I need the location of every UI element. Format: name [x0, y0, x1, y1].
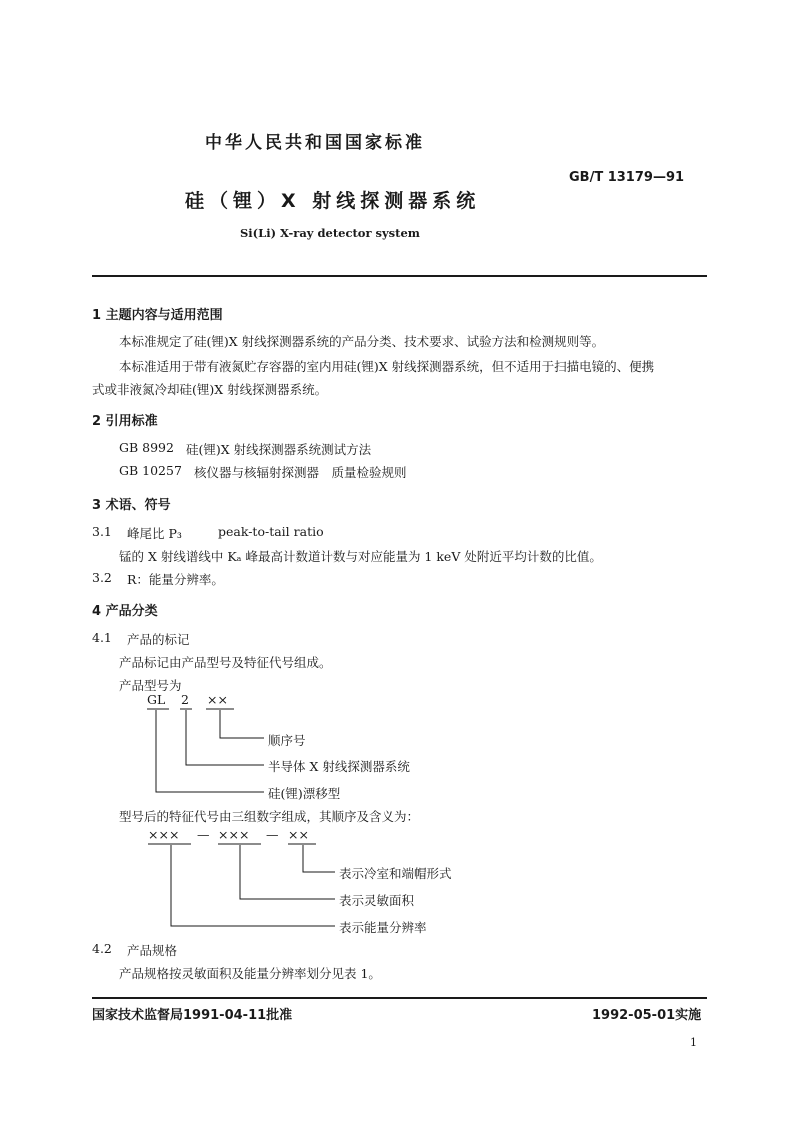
clause-3-2-number: 3.2: [92, 570, 112, 585]
approval-line: 国家技术监督局1991-04-11批准: [92, 1008, 293, 1023]
model-code-gl: GL: [147, 692, 166, 707]
section-3-heading: 3 术语、符号: [92, 498, 171, 513]
reference-code: GB 10257: [119, 463, 182, 478]
feature-code-group-3: ××: [288, 827, 309, 842]
reference-title: 核仪器与核辐射探测器 质量检验规则: [194, 465, 407, 480]
section-4-heading: 4 产品分类: [92, 604, 158, 619]
section-1-heading: 1 主题内容与适用范围: [92, 308, 223, 323]
reference-code: GB 8992: [119, 440, 174, 455]
clause-3-2-text: R：能量分辨率。: [127, 572, 224, 587]
issuing-org-title: 中华人民共和国国家标准: [205, 133, 425, 153]
clause-4-1-number: 4.1: [92, 630, 112, 645]
reference-title: 硅(锂)X 射线探测器系统测试方法: [186, 442, 372, 457]
clause-3-1-term-en: peak-to-tail ratio: [218, 524, 324, 539]
section-1-para-2-line-2: 式或非液氮冷却硅(锂)X 射线探测器系统。: [92, 382, 328, 397]
clause-3-1-definition: 锰的 X 射线谱线中 Kₐ 峰最高计数道计数与对应能量为 1 keV 处附近平均计数的比值。: [119, 549, 602, 564]
feature-label-resolution: 表示能量分辨率: [339, 920, 427, 935]
feature-label-cold-chamber: 表示冷室和端帽形式: [339, 866, 452, 881]
clause-4-2-title: 产品规格: [127, 943, 178, 958]
feature-code-intro: 型号后的特征代号由三组数字组成，其顺序及含义为：: [119, 809, 420, 824]
document-title-cn: 硅（锂）X 射线探测器系统: [185, 190, 481, 212]
clause-4-1-title: 产品的标记: [127, 632, 190, 647]
clause-4-1-para-2: 产品型号为: [119, 678, 182, 693]
feature-code-dash-2: —: [266, 827, 279, 842]
section-1-para-1: 本标准规定了硅(锂)X 射线探测器系统的产品分类、技术要求、试验方法和检测规则等。: [119, 334, 605, 349]
section-1-para-2-line-1: 本标准适用于带有液氮贮存容器的室内用硅(锂)X 射线探测器系统，但不适用于扫描电镜的、便携: [119, 359, 655, 374]
footer-rule: [92, 997, 707, 999]
clause-4-2-para: 产品规格按灵敏面积及能量分辨率划分见表 1。: [119, 966, 381, 981]
feature-code-group-2: ×××: [218, 827, 250, 842]
clause-4-2-number: 4.2: [92, 941, 112, 956]
clause-4-1-para-1: 产品标记由产品型号及特征代号组成。: [119, 655, 332, 670]
effective-date-line: 1992-05-01实施: [592, 1008, 702, 1023]
document-title-en: Si(Li) X-ray detector system: [240, 226, 420, 240]
model-label-serial: 顺序号: [268, 733, 306, 748]
feature-label-sensitive-area: 表示灵敏面积: [339, 893, 415, 908]
feature-code-dash-1: —: [197, 827, 210, 842]
clause-3-1-number: 3.1: [92, 524, 112, 539]
page-number: 1: [690, 1036, 697, 1049]
clause-3-1-term: 峰尾比 P₃: [127, 526, 182, 541]
model-code-digit: 2: [181, 692, 189, 707]
model-code-serial: ××: [207, 692, 228, 707]
model-label-system: 半导体 X 射线探测器系统: [268, 759, 410, 774]
standard-number: GB/T 13179—91: [569, 170, 685, 185]
section-2-heading: 2 引用标准: [92, 414, 158, 429]
feature-code-group-1: ×××: [148, 827, 180, 842]
model-label-type: 硅(锂)漂移型: [268, 786, 341, 801]
